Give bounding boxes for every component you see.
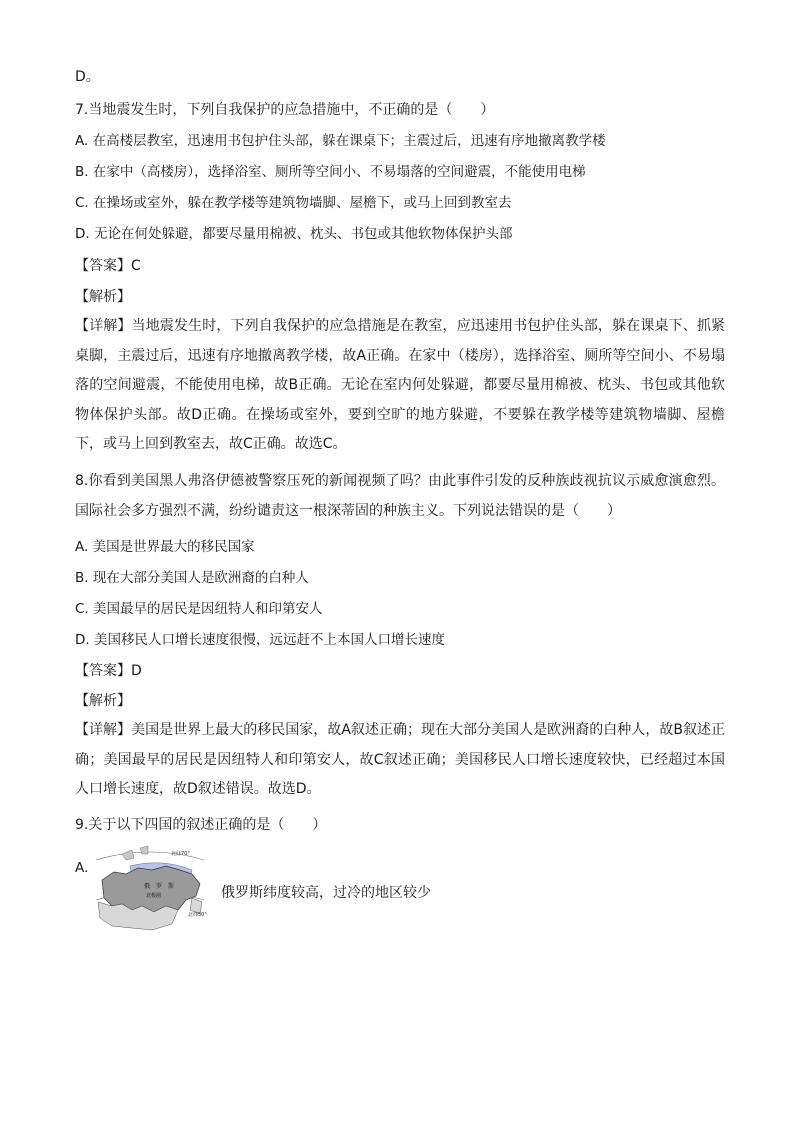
q7-answer: 【答案】C (75, 258, 141, 274)
q7-detail: 【详解】当地震发生时，下列自我保护的应急措施是在教室，应迅速用书包护住头部，躲在课桌下、抓紧桌脚，主震过后，迅速有序地撤离教学楼，故A正确。在家中（楼房），选择浴室、厕所等空间小、不易塌落的空间避震，不能使用电梯，故B正确。无论在室内何处躲避，都要尽量用棉被、枕头、书包或其他软物体保护头部。故D正确。在操场或室外，要到空旷的地方躲避，不要躲在教学楼等建筑物墙脚、屋檐下，或马上回到教室去，故C正确。故选C。 (75, 318, 725, 452)
q8-option-c: C. 美国最早的居民是因纽特人和印第安人 (75, 601, 323, 617)
map-country-label: 俄 罗 斯 (144, 883, 175, 890)
q7-analysis-title: 【解析】 (75, 289, 131, 305)
russia-map-figure (92, 840, 207, 936)
q9-option-a-text: 俄罗斯纬度较高，过冷的地区较少 (221, 885, 431, 901)
q8-option-a: A. 美国是世界最大的移民国家 (75, 539, 255, 555)
q9-option-a-label: A. (75, 860, 89, 876)
q8-question: 8.你看到美国黑人弗洛伊德被警察压死的新闻视频了吗？由此事件引发的反种族歧视抗议示威愈演愈烈。国际社会多方强烈不满，纷纷谴责这一根深蒂固的种族主义。下列说法错误的是（ ） (75, 473, 725, 519)
russia-map (92, 840, 207, 936)
q7-question: 7.当地震发生时，下列自我保护的应急措施中，不正确的是（ ） (75, 102, 495, 118)
map-region-label: 北极圈 (146, 893, 162, 899)
map-north-latitude-label: 北纬70° (171, 851, 190, 857)
q8-answer: 【答案】D (75, 663, 142, 679)
q8-detail: 【详解】美国是世界上最大的移民国家，故A叙述正确；现在大部分美国人是欧洲裔的白种人，故B叙述正确；美国最早的居民是因纽特人和印第安人，故C叙述正确；美国移民人口增长速度较快，已经超过本国人口增长速度，故D叙述错误。故选D。 (75, 722, 725, 797)
q9-question: 9.关于以下四国的叙述正确的是（ ） (75, 817, 327, 833)
q7-option-b: B. 在家中（高楼房），选择浴室、厕所等空间小、不易塌落的空间避震，不能使用电梯 (75, 164, 586, 180)
q8-option-b: B. 现在大部分美国人是欧洲裔的白种人 (75, 570, 309, 586)
previous-answer-fragment: D。 (75, 69, 100, 85)
q8-analysis-title: 【解析】 (75, 693, 131, 709)
q8-option-d: D. 美国移民人口增长速度很慢，远远赶不上本国人口增长速度 (75, 632, 445, 648)
q7-option-a: A. 在高楼层教室，迅速用书包护住头部，躲在课桌下；主震过后，迅速有序地撤离教学楼 (75, 133, 606, 149)
map-south-latitude-label: 北纬50° (188, 912, 207, 918)
q7-option-c: C. 在操场或室外，躲在教学楼等建筑物墙脚、屋檐下，或马上回到教室去 (75, 195, 512, 211)
q7-option-d: D. 无论在何处躲避，都要尽量用棉被、枕头、书包或其他软物体保护头部 (75, 226, 513, 242)
